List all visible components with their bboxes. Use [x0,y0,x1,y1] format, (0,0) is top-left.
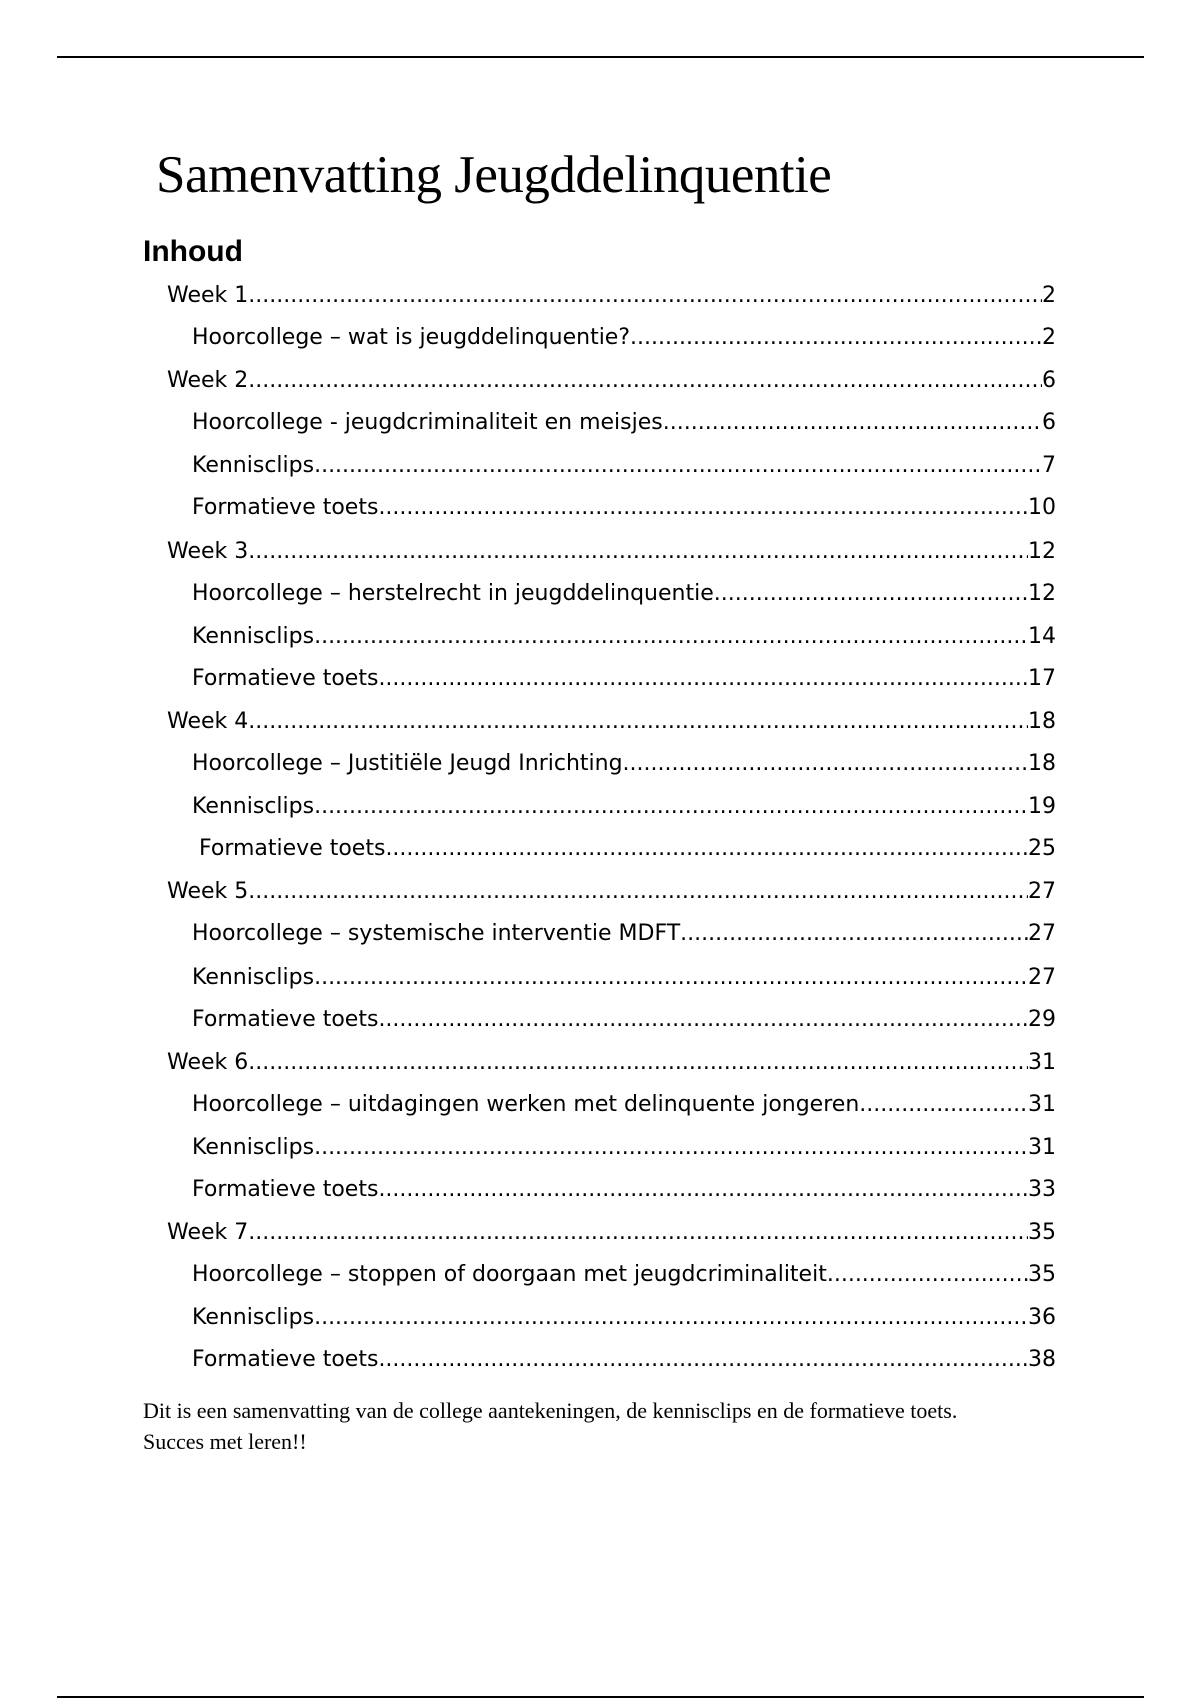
toc-entry-text: Hoorcollege – Justitiële Jeugd Inrichting [192,751,623,776]
toc-leader-dots [623,748,1028,780]
toc-entry-text: Kennisclips [192,453,315,478]
toc-leader-dots [248,280,1042,312]
toc-entry-week-2-hoorcollege[interactable] [192,407,1056,439]
toc-leader-dots [248,536,1028,568]
toc-heading: Inhoud [143,235,243,268]
toc-page-number: 35 [1028,1262,1056,1287]
toc-page-number: 27 [1028,965,1056,990]
toc-entry-text: Week 4 [167,709,249,734]
toc-entry-text: Formatieve toets [192,495,379,520]
toc-entry-text: Kennisclips [192,794,315,819]
toc-entry-week-4-formatieve-toets[interactable] [199,833,1056,865]
toc-page-number: 12 [1028,539,1056,564]
toc-leader-dots [663,407,1042,439]
closing-line-1: Dit is een samenvatting van de college aantekeningen, de kennisclips en de formatieve toets. [143,1398,958,1423]
toc-entry-week-3-formatieve-toets[interactable] [192,663,1056,695]
toc-entry-week-5-kennisclips[interactable] [192,962,1056,994]
toc-entry-text: Week 3 [167,539,249,564]
toc-entry-text: Week 5 [167,879,249,904]
toc-leader-dots [378,492,1028,524]
toc-leader-dots [314,450,1042,482]
toc-leader-dots [630,322,1042,354]
toc-page-number: 35 [1028,1220,1056,1245]
toc-entry-text: Formatieve toets [192,1007,379,1032]
toc-page-number: 25 [1028,836,1056,861]
toc-page-number: 29 [1028,1007,1056,1032]
toc-entry-week-3[interactable] [167,536,1056,568]
toc-entry-text: Kennisclips [192,1135,315,1160]
toc-leader-dots [378,1174,1028,1206]
toc-entry-week-1-hoorcollege[interactable] [192,322,1056,354]
toc-leader-dots [248,1047,1028,1079]
toc-entry-week-3-hoorcollege[interactable] [192,578,1056,610]
toc-entry-week-5-formatieve-toets[interactable] [192,1004,1056,1036]
toc-entry-text: Hoorcollege – uitdagingen werken met delinquente jongeren [192,1092,860,1117]
toc-entry-text: Hoorcollege - jeugdcriminaliteit en meisjes [192,410,663,435]
toc-page-number: 27 [1028,879,1056,904]
toc-leader-dots [314,962,1028,994]
toc-leader-dots [314,1132,1028,1164]
toc-entry-text: Formatieve toets [192,1347,379,1372]
toc-entry-text: Week 6 [167,1050,249,1075]
toc-entry-week-1[interactable] [167,280,1056,312]
toc-leader-dots [385,833,1028,865]
closing-line-2: Succes met leren!! [143,1429,307,1454]
toc-page-number: 31 [1028,1050,1056,1075]
toc-entry-week-4-kennisclips[interactable] [192,791,1056,823]
toc-entry-text: Hoorcollege – systemische interventie MDFT [192,921,681,946]
toc-page-number: 14 [1028,624,1056,649]
toc-entry-week-7-formatieve-toets[interactable] [192,1344,1056,1376]
toc-entry-week-4-hoorcollege[interactable] [192,748,1056,780]
toc-leader-dots [378,1004,1028,1036]
toc-entry-week-3-kennisclips[interactable] [192,621,1056,653]
toc-leader-dots [859,1089,1028,1121]
toc-leader-dots [680,918,1028,950]
toc-leader-dots [378,663,1028,695]
toc-entry-week-2-kennisclips[interactable] [192,450,1056,482]
toc-page-number: 36 [1028,1305,1056,1330]
toc-page-number: 31 [1028,1092,1056,1117]
toc-entry-text: Kennisclips [192,1305,315,1330]
toc-entry-week-6-formatieve-toets[interactable] [192,1174,1056,1206]
toc-page-number: 12 [1028,581,1056,606]
toc-page-number: 17 [1028,666,1056,691]
toc-page-number: 18 [1028,709,1056,734]
toc-page-number: 27 [1028,921,1056,946]
document-title: Samenvatting Jeugddelinquentie [156,146,832,204]
toc-page-number: 2 [1042,283,1056,308]
toc-page-number: 10 [1028,495,1056,520]
toc-entry-week-5[interactable] [167,876,1056,908]
toc-entry-week-7-kennisclips[interactable] [192,1302,1056,1334]
toc-entry-week-6[interactable] [167,1047,1056,1079]
toc-page-number: 6 [1042,368,1056,393]
toc-entry-week-7[interactable] [167,1217,1056,1249]
toc-entry-text: Hoorcollege – stoppen of doorgaan met jeugdcriminaliteit [192,1262,827,1287]
toc-page-number: 31 [1028,1135,1056,1160]
toc-leader-dots [248,706,1028,738]
toc-entry-text: Hoorcollege – wat is jeugddelinquentie? [192,325,631,350]
toc-leader-dots [314,621,1028,653]
toc-page-number: 19 [1028,794,1056,819]
toc-entry-week-6-hoorcollege[interactable] [192,1089,1056,1121]
toc-leader-dots [248,1217,1028,1249]
toc-entry-week-4[interactable] [167,706,1056,738]
toc-leader-dots [248,365,1042,397]
toc-leader-dots [314,1302,1028,1334]
top-rule [57,56,1144,58]
toc-entry-week-7-hoorcollege[interactable] [192,1259,1056,1291]
toc-entry-week-2-formatieve-toets[interactable] [192,492,1056,524]
toc-leader-dots [314,791,1028,823]
toc-page-number: 2 [1042,325,1056,350]
toc-leader-dots [714,578,1028,610]
toc-entry-text: Hoorcollege – herstelrecht in jeugddelinquentie [192,581,714,606]
toc-entry-text: Week 1 [167,283,249,308]
toc-leader-dots [248,876,1028,908]
closing-paragraph [143,1395,1073,1457]
toc-entry-week-5-hoorcollege[interactable] [192,918,1056,950]
toc-entry-text: Week 2 [167,368,249,393]
toc-entry-text: Formatieve toets [192,666,379,691]
toc-page-number: 6 [1042,410,1056,435]
toc-entry-text: Kennisclips [192,965,315,990]
toc-leader-dots [378,1344,1028,1376]
toc-entry-text: Formatieve toets [199,836,386,861]
toc-page-number: 18 [1028,751,1056,776]
toc-page-number: 33 [1028,1177,1056,1202]
toc-leader-dots [827,1259,1028,1291]
toc-entry-text: Formatieve toets [192,1177,379,1202]
toc-entry-week-6-kennisclips[interactable] [192,1132,1056,1164]
bottom-rule [57,1696,1144,1698]
toc-entry-text: Kennisclips [192,624,315,649]
toc-entry-week-2[interactable] [167,365,1056,397]
toc-entry-text: Week 7 [167,1220,249,1245]
toc-page-number: 38 [1028,1347,1056,1372]
toc-page-number: 7 [1042,453,1056,478]
